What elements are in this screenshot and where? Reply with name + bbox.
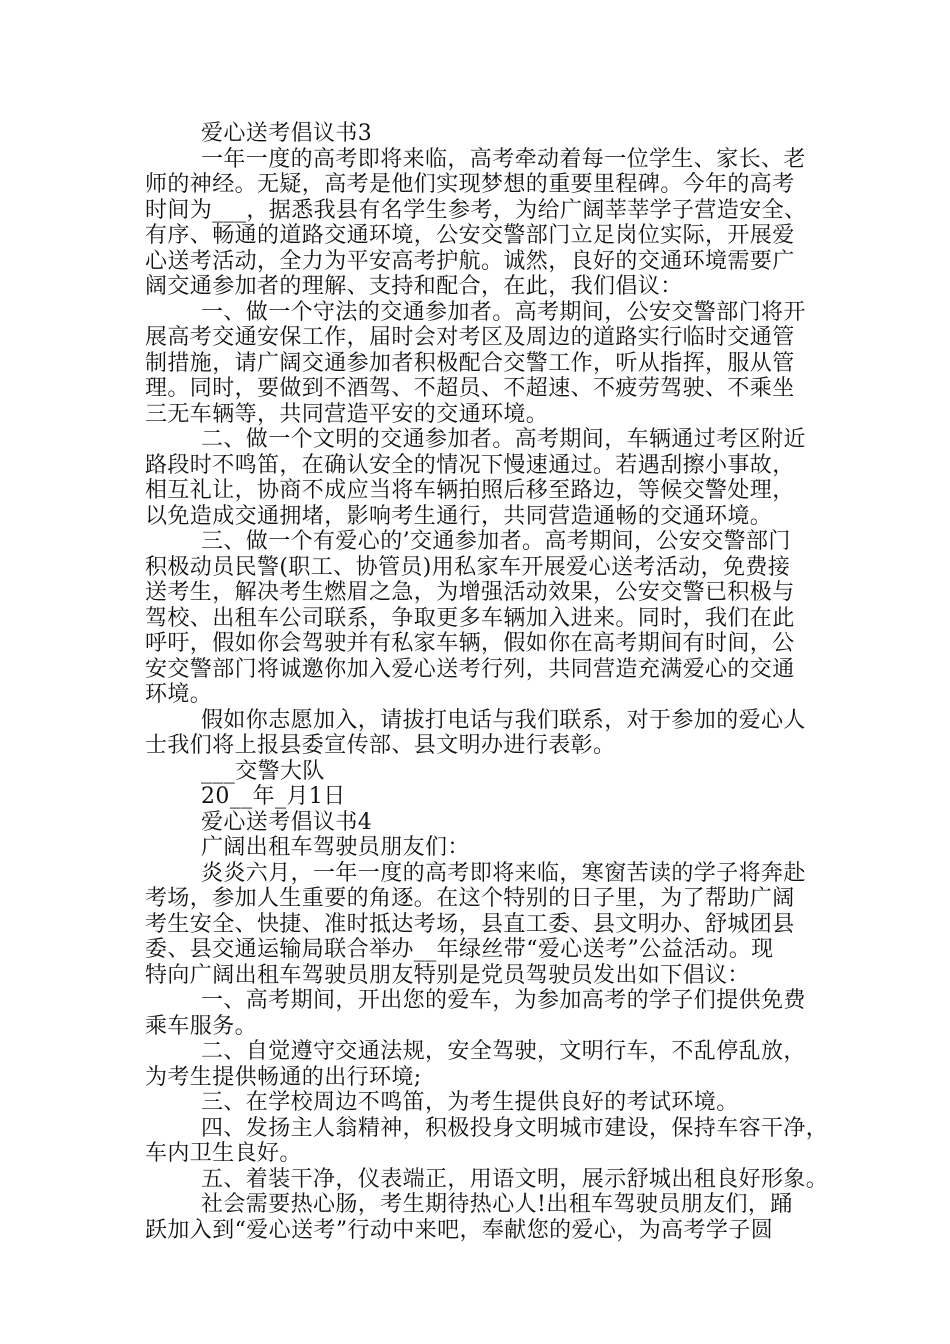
text-line: 一、高考期间，开出您的爱车，为参加高考的学子们提供免费 (201, 988, 806, 1013)
text-line: 假如你志愿加入，请拔打电话与我们联系，对于参加的爱心人 (201, 707, 806, 733)
text-line: 二、做一个文明的交通参加者。高考期间，车辆通过考区附近 (201, 427, 806, 452)
text-line: 驾校、出租车公司联系，争取更多车辆加入进来。同时，我们在此 (145, 605, 795, 631)
text-line: 安交警部门将诚邀你加入爱心送考行列，共同营造充满爱心的交通 (145, 656, 795, 682)
text-line: 特向广阔出租车驾驶员朋友特别是党员驾驶员发出如下倡议： (145, 962, 750, 988)
text-line: 心送考活动，全力为平安高考护航。诚然，良好的交通环境需要广 (145, 248, 795, 274)
text-line: 爱心送考倡议书3 (201, 121, 373, 146)
text-line: 五、着装干净，仪表端正，用语文明，展示舒城出租良好形象。 (201, 1166, 829, 1192)
text-line: 时间为___，据悉我县有名学生参考，为给广阔莘莘学子营造安全、 (145, 197, 807, 223)
text-line: 一年一度的高考即将来临，高考牵动着每一位学生、家长、老 (201, 146, 806, 172)
text-line: 制措施，请广阔交通参加者积极配合交警工作，听从指挥，服从管 (145, 350, 795, 376)
text-line: 二、自觉遵守交通法规，安全驾驶，文明行车，不乱停乱放， (201, 1039, 806, 1064)
text-line: ___交警大队 (201, 758, 325, 784)
text-line: 以免造成交通拥堵，影响考生通行，共同营造通畅的交通环境。 (145, 503, 773, 529)
text-line: 爱心送考倡议书4 (201, 809, 373, 835)
text-line: 车内卫生良好。 (145, 1141, 302, 1166)
text-line: 考场，参加人生重要的角逐。在这个特别的日子里，为了帮助广阔 (145, 886, 795, 911)
text-line: 三无车辆等，共同营造平安的交通环境。 (145, 401, 549, 427)
text-line: 乘车服务。 (145, 1013, 258, 1039)
text-line: 社会需要热心肠，考生期待热心人!出租车驾驶员朋友们，踊 (201, 1192, 793, 1217)
text-line: 跃加入到“爱心送考”行动中来吧，奉献您的爱心，为高考学子圆 (145, 1217, 774, 1243)
text-line: 炎炎六月，一年一度的高考即将来临，寒窗苦读的学子将奔赴 (201, 860, 806, 886)
document-page (145, 121, 829, 1243)
text-line: 考生安全、快捷、准时抵达考场，县直工委、县文明办、舒城团县 (145, 911, 795, 937)
text-line: 20__年_月1日 (201, 784, 346, 809)
text-line: 展高考交通安保工作，届时会对考区及周边的道路实行临时交通管 (145, 325, 795, 350)
text-line: 四、发扬主人翁精神，积极投身文明城市建设，保持车容干净， (201, 1115, 829, 1141)
text-line: 相互礼让，协商不成应当将车辆拍照后移至路边，等候交警处理， (145, 478, 795, 503)
text-line: 委、县交通运输局联合举办__年绿丝带“爱心送考”公益活动。现 (145, 937, 774, 962)
text-line: 理。同时，要做到不酒驾、不超员、不超速、不疲劳驾驶、不乘坐 (145, 376, 795, 401)
text-line: 阔交通参加者的理解、支持和配合，在此，我们倡议： (145, 274, 683, 299)
text-line: 为考生提供畅通的出行环境; (145, 1064, 422, 1090)
text-line: 有序、畅通的道路交通环境，公安交警部门立足岗位实际，开展爱 (145, 223, 795, 248)
text-line: 送考生，解决考生燃眉之急，为增强活动效果，公安交警已积极与 (145, 580, 795, 605)
text-line: 士我们将上报县委宣传部、县文明办进行表彰。 (145, 733, 616, 758)
text-line: 三、做一个有爱心的’交通参加者。高考期间，公安交警部门 (201, 529, 791, 554)
text-line: 呼吁，假如你会驾驶并有私家车辆，假如你在高考期间有时间，公 (145, 631, 795, 656)
text-line: 积极动员民警(职工、协管员)用私家车开展爱心送考活动，免费接 (145, 554, 791, 580)
text-line: 三、在学校周边不鸣笛，为考生提供良好的考试环境。 (201, 1090, 739, 1115)
text-line: 广阔出租车驾驶员朋友们： (201, 835, 470, 860)
text-line: 一、做一个守法的交通参加者。高考期间，公安交警部门将开 (201, 299, 806, 325)
text-line: 师的神经。无疑，高考是他们实现梦想的重要里程碑。今年的高考 (145, 172, 795, 197)
text-line: 环境。 (145, 682, 213, 707)
text-line: 路段时不鸣笛，在确认安全的情况下慢速通过。若遇刮擦小事故， (145, 452, 795, 478)
